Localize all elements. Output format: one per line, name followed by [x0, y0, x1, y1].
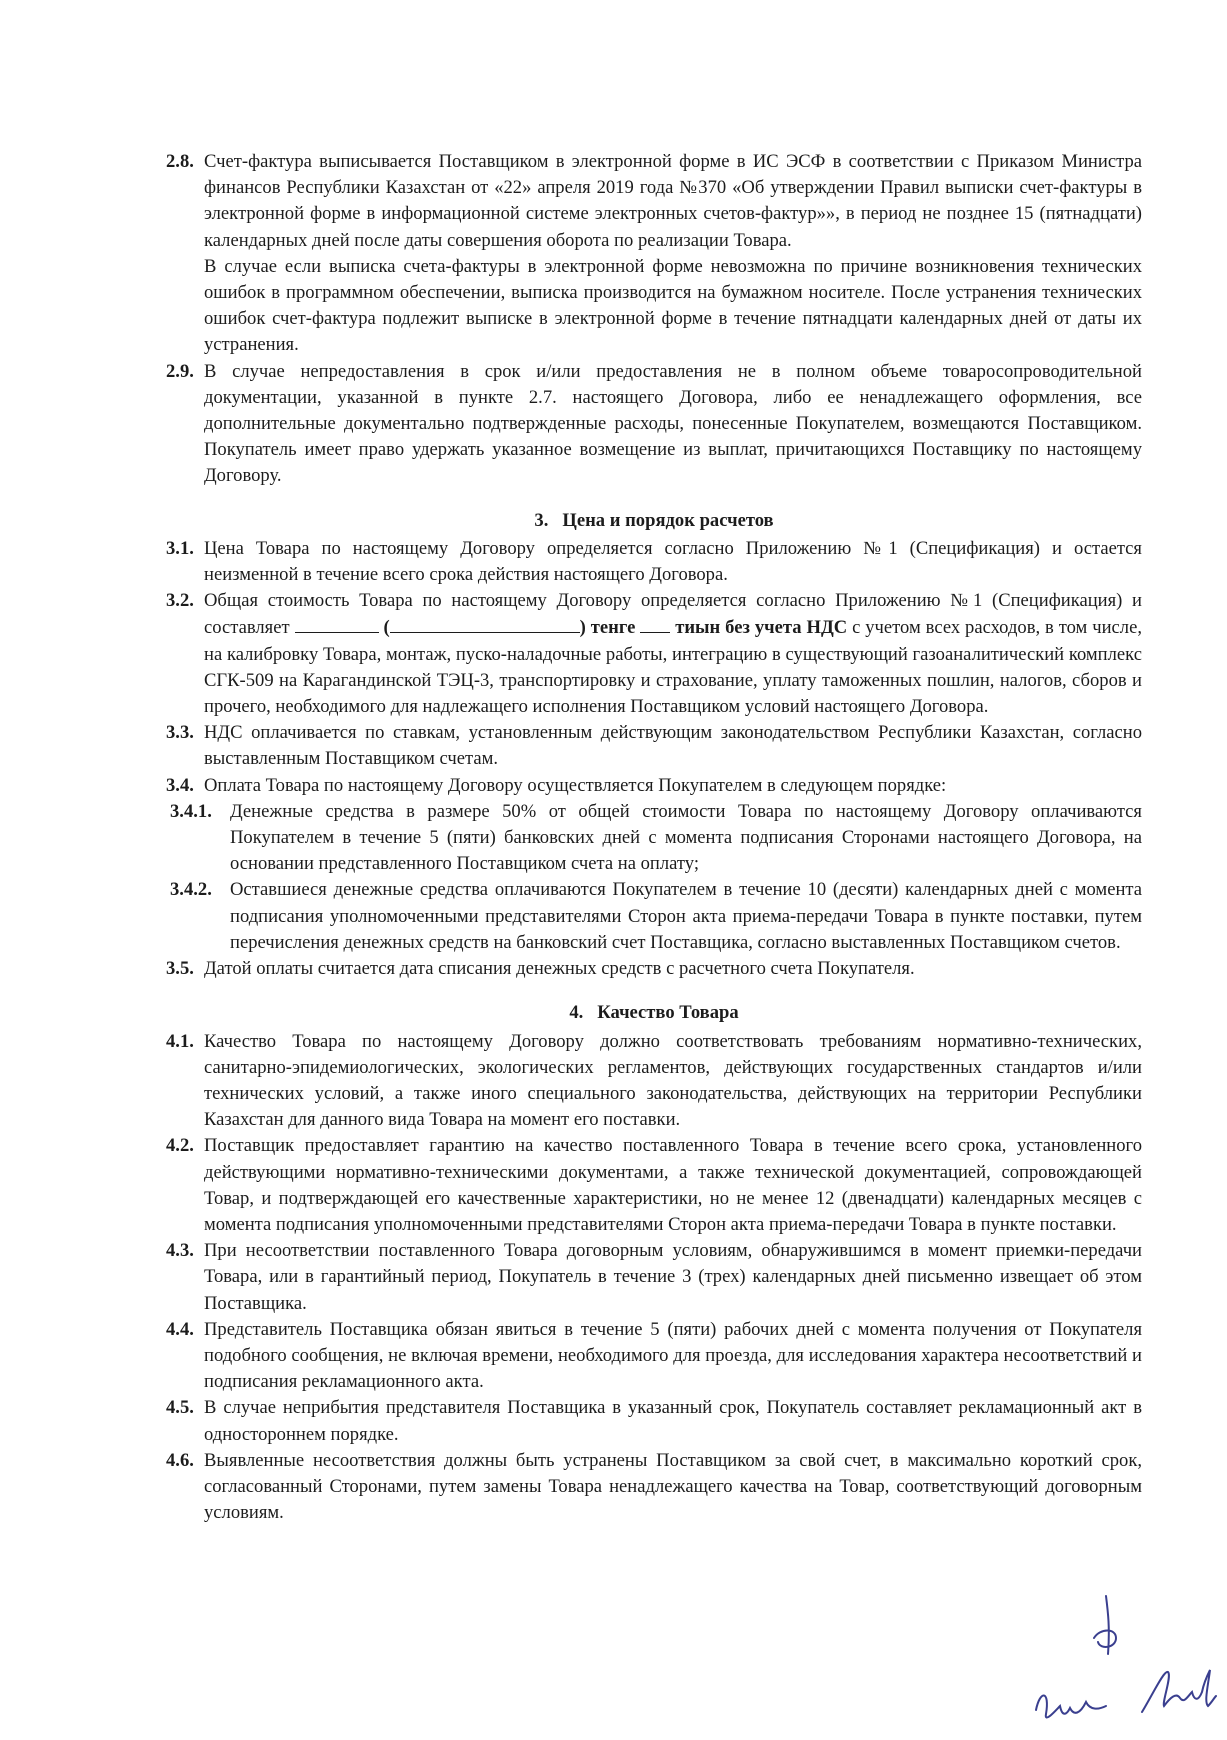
clause-3-4-1 [166, 799, 1142, 878]
section-heading-4 [166, 1000, 1142, 1026]
clause-text: Выявленные несоответствия должны быть устранены Поставщиком за свой счет, в максимально короткий срок, согласованный Сторонами, путем замены Товара ненадлежащего качества на Товар, соответствующий договорным условиям. [204, 1449, 1142, 1524]
clause-number: 3.5. [166, 958, 194, 980]
clause-number: 3.3. [166, 722, 194, 744]
clause-number: 4.1. [166, 1030, 194, 1052]
clause-4-1 [166, 1029, 1142, 1134]
clause-number: 2.9. [166, 360, 194, 382]
clause-3-1 [166, 536, 1142, 588]
clause-text: При несоответствии поставленного Товара договорным условиям, обнаружившимся в момент приемки-передачи Товара, или в гарантийный период, Покупатель в течение 3 (трех) календарных дней письменно извещает об этом Поставщика. [204, 1240, 1142, 1314]
document-body [166, 149, 1142, 1526]
clause-text: Поставщик предоставляет гарантию на качество поставленного Товара в течение всего срока, установленного действующими нормативно-техническими документами, а также технической документацией, сопровождающей Товар, и подтверждающей его качественные характеристики, но не менее 12 (двенадцати) календарных месяцев с момента подписания уполномоченными представителями Сторон акта приема-передачи Товара в пункте поставки. [204, 1135, 1142, 1235]
clause-number: 4.2. [166, 1135, 194, 1157]
clause-number: 3.2. [166, 590, 194, 612]
clause-4-2 [166, 1133, 1142, 1238]
clause-text: Датой оплаты считается дата списания денежных средств с расчетного счета Покупателя. [204, 958, 915, 980]
supplier-signature [1138, 1662, 1218, 1722]
clause-3-5 [166, 956, 1142, 982]
clause-3-4 [166, 773, 1142, 799]
clause-number: 4.5. [166, 1397, 194, 1419]
clause-text: Оставшиеся денежные средства оплачиваются Покупателем в течение 10 (десяти) календарных дней с момента подписания уполномоченными представителями Сторон акта приема-передачи Товара в пункте поставки, путем перечисления денежных средств на банковский счет Поставщика, согласно выставленных Поставщиком счетов. [230, 879, 1142, 953]
clause-number: 4.4. [166, 1318, 194, 1340]
clause-number: 3.1. [166, 537, 194, 559]
clause-4-5 [166, 1395, 1142, 1447]
amount-words-blank [390, 614, 580, 633]
section-title: Цена и порядок расчетов [562, 509, 774, 531]
clause-number: 3.4.2. [170, 879, 212, 901]
clause-text: Представитель Поставщика обязан явиться в течение 5 (пяти) рабочих дней с момента получения от Покупателя подобного сообщения, не включая времени, необходимого для проезда, для исследования характера несоответствий и подписания рекламационного акта. [204, 1318, 1142, 1393]
clause-number: 4.3. [166, 1240, 194, 1262]
paren-open: ( [383, 617, 390, 639]
section-heading-3 [166, 508, 1142, 534]
clause-text-part: Общая стоимость Товара по настоящему Договору определяется согласно Приложению №1 (Спецификация) и составляет [204, 590, 1142, 639]
clause-number: 3.4. [166, 774, 194, 796]
clause-text: В случае непредоставления в срок и/или предоставления не в полном объеме товаросопроводительной документации, указанной в пункте 2.7. настоящего Договора, либо ее ненадлежащего оформления, все дополнительные документально подтвержденные расходы, понесенные Покупателем, возмещаются Поставщиком. Покупатель имеет право удержать указанное возмещение из выплат, причитающихся Поставщику по настоящему Договору. [204, 360, 1142, 487]
tiyn-blank [640, 614, 670, 633]
clause-text-part: с учетом всех расходов, в том числе, на калибровку Товара, монтаж, пуско-наладочные работы, интеграцию в существующий газоаналитический комплекс СГК-509 на Карагандинской ТЭЦ-3, транспортировку и страхование, уплату таможенных пошлин, налогов, сборов и прочего, необходимого для надлежащего исполнения Поставщиком условий настоящего Договора. [204, 617, 1142, 718]
clause-4-4 [166, 1317, 1142, 1396]
clause-3-2 [166, 588, 1142, 720]
clause-text: Денежные средства в размере 50% от общей стоимости Товара по настоящему Договору оплачиваются Покупателем в течение 5 (пяти) банковских дней с момента подписания Сторонами настоящего Договора, на основании представленного Поставщиком счета на оплату; [230, 800, 1142, 875]
section-number: 4. [569, 1002, 584, 1024]
clause-text: Счет-фактура выписывается Поставщиком в электронной форме в ИС ЭСФ в соответствии с Приказом Министра финансов Республики Казахстан от «22» апреля 2019 года №370 «Об утверждении Правил выписки счет-фактуры в электронной форме в информационной системе электронных счетов-фактур»», в период не позднее 15 (пятнадцати) календарных дней после даты совершения оборота по реализации Товара. [204, 151, 1142, 251]
section-number: 3. [534, 509, 549, 531]
clause-number: 4.6. [166, 1449, 194, 1471]
buyer-signature [1030, 1680, 1110, 1730]
amount-blank [295, 614, 379, 633]
tenge-label: ) тенге [579, 617, 636, 639]
clause-3-4-2 [166, 877, 1142, 956]
clause-3-3 [166, 720, 1142, 772]
clause-text: В случае если выписка счета-фактуры в электронной форме невозможна по причине возникновения технических ошибок в программном обеспечении, выписка производится на бумажном носителе. После устранения технических ошибок счет-фактура подлежит выписке в электронной форме в течение пятнадцати календарных дней от даты их устранения. [204, 255, 1142, 356]
clause-number: 3.4.1. [170, 800, 212, 822]
clause-text: Качество Товара по настоящему Договору должно соответствовать требованиям нормативно-технических, санитарно-эпидемиологических, экологических регламентов, действующих государственных стандартов и/или технических условий, а также иного специального законодательства, действующих на территории Республики Казахстан для данного вида Товара на момент его поставки. [204, 1030, 1142, 1131]
clause-text: Оплата Товара по настоящему Договору осуществляется Покупателем в следующем порядке: [204, 774, 947, 796]
clause-text: В случае неприбытия представителя Поставщика в указанный срок, Покупатель составляет рекламационный акт в одностороннем порядке. [204, 1397, 1142, 1445]
initial-mark-signature [1086, 1592, 1126, 1662]
clause-number: 2.8. [166, 151, 194, 172]
clause-4-6 [166, 1448, 1142, 1527]
clause-2-8 [166, 149, 1142, 254]
clause-text: НДС оплачивается по ставкам, установленным действующим законодательством Республики Казахстан, согласно выставленным Поставщиком счетам. [204, 722, 1142, 770]
tiyn-label: тиын без учета НДС [675, 617, 848, 639]
section-title: Качество Товара [597, 1002, 739, 1024]
clause-2-8-continued [166, 254, 1142, 359]
clause-text: Цена Товара по настоящему Договору определяется согласно Приложению №1 (Спецификация) и остается неизменной в течение всего срока действия настоящего Договора. [204, 537, 1142, 586]
clause-2-9 [166, 359, 1142, 490]
clause-text [204, 588, 1142, 720]
clause-4-3 [166, 1238, 1142, 1317]
